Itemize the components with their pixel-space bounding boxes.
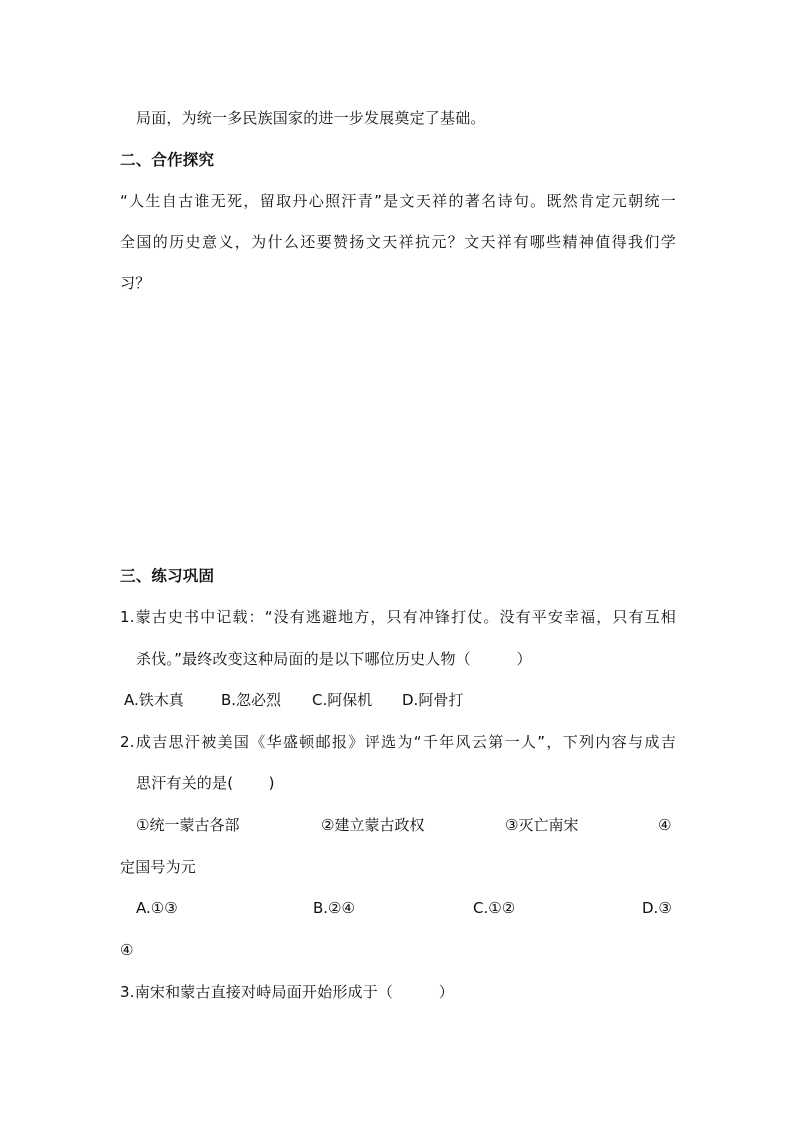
intro-text: 局面，为统一多民族国家的进一步发展奠定了基础。 [136, 109, 486, 127]
question-2-item-2: ②建立蒙古政权 [321, 816, 425, 834]
question-2-items-wrap: 定国号为元 [120, 858, 197, 876]
section-3-heading: 三、练习巩固 [120, 567, 215, 585]
section-2-paragraph-line-3: 习？ [120, 274, 151, 292]
question-2-item-4: ④ [658, 816, 672, 834]
question-1-option-b: B.忽必烈 [221, 691, 282, 709]
question-2-option-c: C.①② [473, 899, 516, 917]
question-2-options-wrap: ④ [120, 941, 134, 959]
question-2-line-2: 思汗有关的是( ) [136, 774, 275, 792]
question-1-option-d: D.阿骨打 [402, 691, 464, 709]
question-1-option-c: C.阿保机 [312, 691, 373, 709]
question-1-line-1: 1.蒙古史书中记载：“没有逃避地方，只有冲锋打仗。没有平安幸福，只有互相 [120, 608, 676, 626]
question-1-options [124, 690, 644, 710]
question-2-option-d: D.③ [642, 899, 672, 917]
question-1-option-a: A.铁木真 [124, 691, 184, 709]
question-2-item-3: ③灭亡南宋 [505, 816, 579, 834]
question-2-item-1: ①统一蒙古各部 [136, 816, 240, 834]
section-2-heading: 二、合作探究 [120, 151, 215, 169]
question-2-items [120, 815, 676, 835]
section-2-paragraph-line-2: 全国的历史意义，为什么还要赞扬文天祥抗元？文天祥有哪些精神值得我们学 [120, 233, 676, 251]
question-2-options [120, 898, 676, 918]
section-2-paragraph-line-1: “人生自古谁无死，留取丹心照汗青”是文天祥的著名诗句。既然肯定元朝统一 [120, 192, 676, 210]
question-2-option-a: A.①③ [136, 899, 178, 917]
question-1-line-2: 杀伐。”最终改变这种局面的是以下哪位历史人物（ ） [136, 650, 532, 668]
question-2-option-b: B.②④ [313, 899, 355, 917]
question-2-line-1: 2.成吉思汗被美国《华盛顿邮报》评选为“千年风云第一人”，下列内容与成吉 [120, 733, 676, 751]
question-3-line: 3.南宋和蒙古直接对峙局面开始形成于（ ） [120, 983, 454, 1001]
